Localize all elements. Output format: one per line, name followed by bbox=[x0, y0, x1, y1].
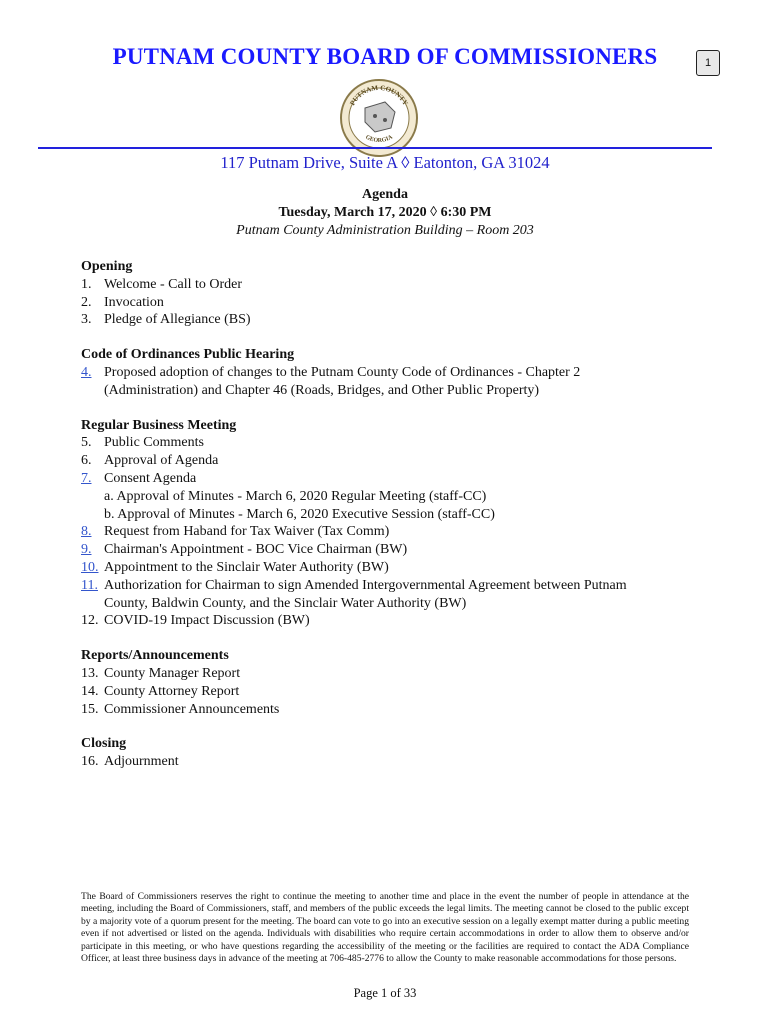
list-item bbox=[81, 701, 701, 719]
list-item bbox=[81, 434, 701, 452]
list-item bbox=[81, 470, 701, 488]
section-hearing-title: Code of Ordinances Public Hearing bbox=[81, 347, 295, 363]
item-text bbox=[104, 364, 701, 400]
item-11-line2: County, Baldwin County, and the Sinclair Water Authority (BW) bbox=[104, 595, 467, 611]
list-item bbox=[81, 683, 701, 701]
page-number-badge: 1 bbox=[696, 50, 720, 76]
list-item bbox=[81, 559, 701, 577]
item-number: 13. bbox=[81, 665, 99, 681]
item-number: 2. bbox=[81, 294, 92, 310]
header-divider bbox=[38, 147, 712, 149]
agenda-body bbox=[81, 258, 701, 771]
item-text: Welcome - Call to Order bbox=[104, 276, 243, 292]
svg-text:GEORGIA: GEORGIA bbox=[364, 134, 394, 145]
list-item bbox=[81, 612, 701, 630]
item-number: 1. bbox=[81, 276, 92, 292]
item-9-link[interactable]: 9. bbox=[81, 542, 92, 558]
list-item bbox=[81, 577, 701, 613]
item-text: COVID-19 Impact Discussion (BW) bbox=[104, 613, 310, 629]
list-item bbox=[81, 541, 701, 559]
item-number: 12. bbox=[81, 613, 99, 629]
page-footer: Page 1 of 33 bbox=[353, 986, 417, 1000]
item-text bbox=[104, 577, 701, 613]
item-text: Public Comments bbox=[104, 435, 204, 451]
item-text: County Attorney Report bbox=[104, 683, 240, 699]
item-text: Approval of Agenda bbox=[104, 453, 219, 469]
item-text: Pledge of Allegiance (BS) bbox=[104, 312, 251, 328]
item-8-link[interactable]: 8. bbox=[81, 524, 92, 540]
list-item bbox=[81, 294, 701, 312]
section-opening-title: Opening bbox=[81, 259, 133, 274]
item-11-link[interactable]: 11. bbox=[81, 577, 98, 593]
item-text: Commissioner Announcements bbox=[104, 701, 280, 717]
county-seal-logo bbox=[339, 78, 419, 158]
item-11-line1: Authorization for Chairman to sign Amended Intergovernmental Agreement between Putnam bbox=[104, 577, 627, 593]
svg-text:PUTNAM COUNTY: PUTNAM COUNTY bbox=[348, 83, 410, 107]
item-4-line1: Proposed adoption of changes to the Putnam County Code of Ordinances - Chapter 2 bbox=[104, 364, 581, 380]
section-reports-title: Reports/Announcements bbox=[81, 648, 229, 664]
section-business-title: Regular Business Meeting bbox=[81, 417, 237, 433]
meeting-datetime: Tuesday, March 17, 2020 ◊ 6:30 PM bbox=[278, 205, 492, 220]
item-text: County Manager Report bbox=[104, 665, 241, 681]
item-7-link[interactable]: 7. bbox=[81, 470, 92, 486]
agenda-header bbox=[0, 186, 770, 240]
page-title: PUTNAM COUNTY BOARD OF COMMISSIONERS bbox=[112, 44, 658, 69]
item-text: Appointment to the Sinclair Water Authority (BW) bbox=[104, 559, 389, 575]
item-number: 6. bbox=[81, 453, 92, 469]
item-number: 14. bbox=[81, 683, 99, 699]
address-line: 117 Putnam Drive, Suite A ◊ Eatonton, GA 31024 bbox=[220, 153, 550, 172]
item-4-line2: (Administration) and Chapter 46 (Roads, Bridges, and Other Public Property) bbox=[104, 382, 540, 398]
list-item bbox=[81, 276, 701, 294]
disclaimer-text: The Board of Commissioners reserves the right to continue the meeting to another time and place in the event the number of people in attendance at the meeting, including the Board of Commissioners, staff, and members of the public exceeds the legal limits. The meeting cannot be closed to the public except by a majority vote of a quorum present for the meeting. The board can vote to go into an executive session on a legally exempt matter during a public meeting even if not advertised or listed on the agenda. Individuals with disabilities who require certain accommodations in order to allow them to observe and/or participate in this meeting, or who have questions regarding the accessibility of the meeting or the facilities are required to contact the ADA Compliance Officer, at least three business days in advance of the meeting at 706-485-2776 to allow the County to make reasonable accommodations for those persons. bbox=[81, 891, 689, 965]
item-text: Chairman's Appointment - BOC Vice Chairman (BW) bbox=[104, 542, 408, 558]
list-item bbox=[81, 753, 701, 771]
list-item bbox=[81, 364, 701, 400]
sub-item-7a: a. Approval of Minutes - March 6, 2020 Regular Meeting (staff-CC) bbox=[104, 488, 487, 504]
item-number: 3. bbox=[81, 312, 92, 328]
item-text: Consent Agenda bbox=[104, 470, 197, 486]
sub-item-7b: b. Approval of Minutes - March 6, 2020 Executive Session (staff-CC) bbox=[104, 506, 495, 522]
list-item bbox=[81, 311, 701, 329]
list-item bbox=[81, 452, 701, 470]
list-item bbox=[81, 523, 701, 541]
item-number: 15. bbox=[81, 701, 99, 717]
item-text: Adjournment bbox=[104, 754, 179, 770]
list-item bbox=[81, 665, 701, 683]
section-closing-title: Closing bbox=[81, 736, 127, 752]
meeting-location: Putnam County Administration Building – Room 203 bbox=[236, 223, 534, 238]
item-10-link[interactable]: 10. bbox=[81, 559, 99, 575]
agenda-label: Agenda bbox=[362, 187, 408, 202]
item-4-link[interactable]: 4. bbox=[81, 364, 92, 380]
item-text: Request from Haband for Tax Waiver (Tax Comm) bbox=[104, 524, 390, 540]
item-text: Invocation bbox=[104, 294, 164, 310]
item-number: 16. bbox=[81, 754, 99, 770]
item-number: 5. bbox=[81, 435, 92, 451]
